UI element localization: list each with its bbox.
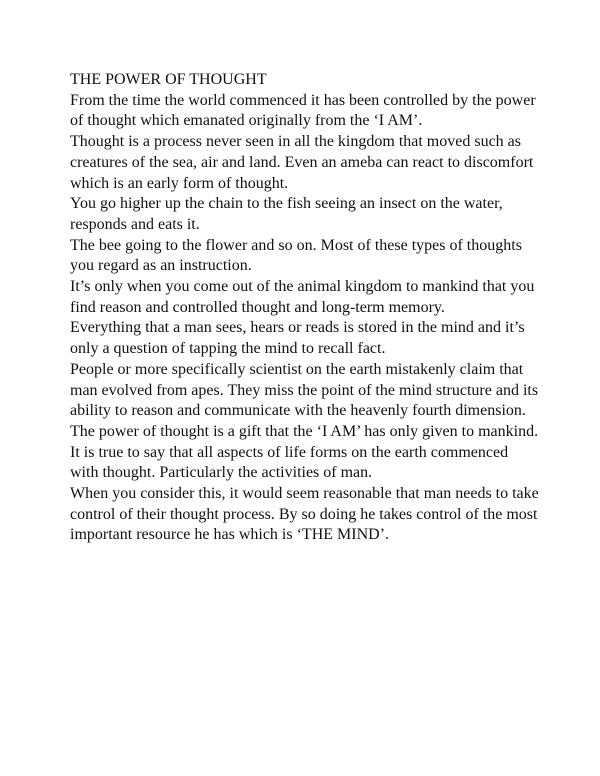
- document-title: THE POWER OF THOUGHT: [70, 71, 267, 88]
- paragraph: When you consider this, it would seem reasonable that man needs to take control of their thought process. By so doing he takes control of the most important resource he has which is ‘THE MIND’.: [70, 485, 539, 544]
- paragraph: The power of thought is a gift that the ‘I AM’ has only given to mankind. It is true to say that all aspects of life forms on the earth commenced with thought. Particularly the activities of man.: [70, 422, 539, 482]
- paragraph: It’s only when you come out of the animal kingdom to mankind that you find reason and controlled thought and long-term memory.: [70, 278, 535, 316]
- paragraph: You go higher up the chain to the fish seeing an insect on the water, responds and eats it.: [70, 195, 503, 233]
- paragraph: People or more specifically scientist on the earth mistakenly claim that man evolved from apes. They miss the point of the mind structure and its ability to reason and communicate with the heavenly fourth dimension.: [70, 360, 539, 420]
- paragraph: Thought is a process never seen in all the kingdom that moved such as creatures of the sea, air and land. Even an ameba can react to discomfort which is an early form of thought.: [70, 133, 534, 192]
- paragraph: Everything that a man sees, hears or reads is stored in the mind and it’s only a question of tapping the mind to recall fact.: [70, 319, 525, 358]
- paragraph: From the time the world commenced it has been controlled by the power of thought which emanated originally from the ‘I AM’.: [70, 91, 536, 130]
- document-body: [70, 70, 540, 546]
- paragraph: The bee going to the flower and so on. Most of these types of thoughts you regard as an instruction.: [70, 236, 522, 275]
